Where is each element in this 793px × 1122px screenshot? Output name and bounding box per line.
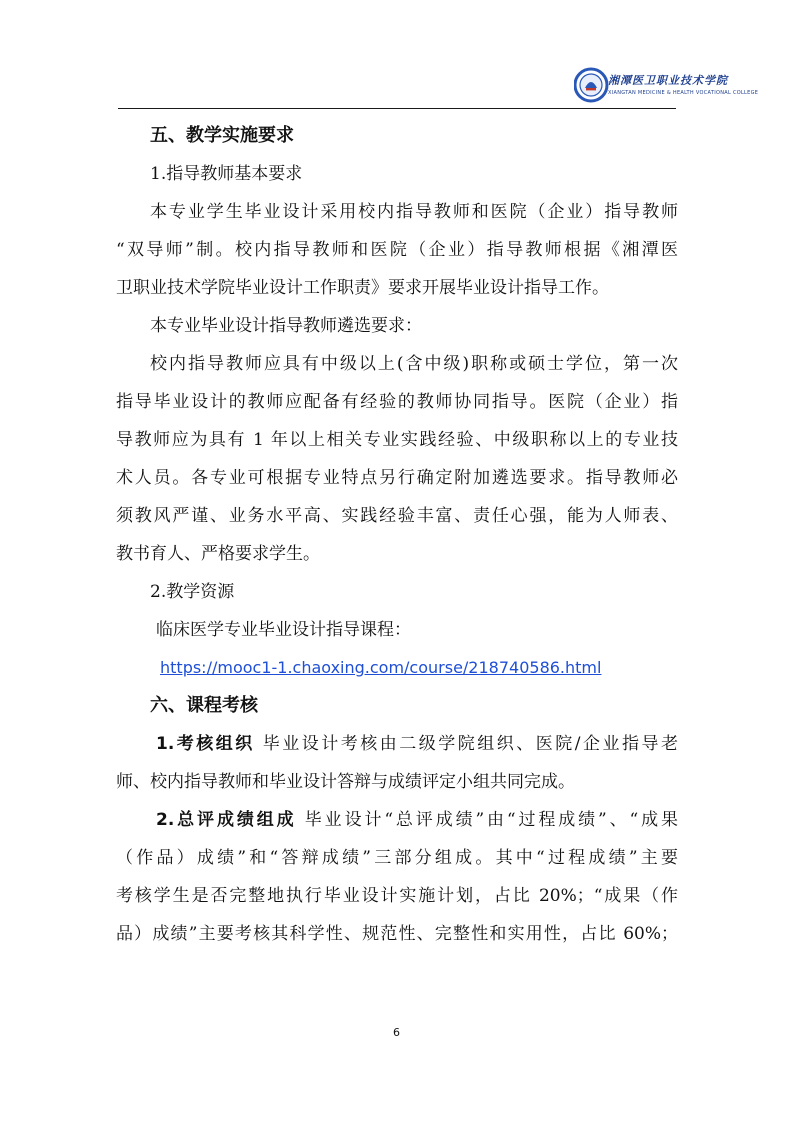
assessment-organization-label: 1.考核组织 bbox=[156, 734, 255, 754]
college-logo-wordmark bbox=[608, 72, 759, 96]
section-5-heading: 五、教学实施要求 bbox=[150, 125, 294, 146]
paragraph-line: 卫职业技术学院毕业设计工作职责》要求开展毕业设计指导工作。 bbox=[116, 278, 609, 298]
paragraph-line: 校内指导教师应具有中级以上(含中级)职称或硕士学位，第一次 bbox=[150, 354, 678, 374]
subsection-5-1-heading: 1.指导教师基本要求 bbox=[150, 164, 303, 184]
subsection-5-2-heading: 2.教学资源 bbox=[150, 582, 235, 602]
paragraph-line: 品）成绩”主要考核其科学性、规范性、完整性和实用性，占比 60%； bbox=[116, 924, 678, 944]
paragraph-line: 临床医学专业毕业设计指导课程： bbox=[156, 620, 411, 640]
course-link[interactable]: https://mooc1-1.chaoxing.com/course/218740586.html bbox=[160, 658, 602, 677]
paragraph-text: 毕业设计考核由二级学院组织、医院/企业指导老 bbox=[262, 734, 678, 754]
paragraph-line bbox=[116, 801, 678, 839]
paragraph-line: 术人员。各专业可根据专业特点另行确定附加遴选要求。指导教师必 bbox=[116, 468, 678, 488]
college-name-en: XIANGTAN MEDICINE & HEALTH VOCATIONAL COLLEGE bbox=[608, 90, 759, 96]
paragraph-line bbox=[116, 725, 678, 763]
paragraph-line: 师、校内指导教师和毕业设计答辩与成绩评定小组共同完成。 bbox=[116, 772, 575, 792]
paragraph-line: 考核学生是否完整地执行毕业设计实施计划，占比 20%；“成果（作 bbox=[116, 886, 678, 906]
document-body bbox=[116, 117, 678, 953]
total-score-label: 2.总评成绩组成 bbox=[156, 810, 297, 830]
college-name-cn: 湘潭医卫职业技术学院 bbox=[608, 74, 728, 87]
paragraph-line: 本专业毕业设计指导教师遴选要求： bbox=[150, 316, 422, 336]
section-6-heading: 六、课程考核 bbox=[150, 695, 258, 716]
paragraph-line: 须教风严谨、业务水平高、实践经验丰富、责任心强，能为人师表、 bbox=[116, 506, 678, 526]
paragraph-line: 教书育人、严格要求学生。 bbox=[116, 544, 320, 564]
page-number: 6 bbox=[393, 1026, 400, 1039]
header-divider bbox=[118, 108, 676, 109]
paragraph-line: 本专业学生毕业设计采用校内指导教师和医院（企业）指导教师 bbox=[150, 202, 678, 222]
paragraph-line: 指导毕业设计的教师应配备有经验的教师协同指导。医院（企业）指 bbox=[116, 392, 678, 412]
paragraph-text: 毕业设计“总评成绩”由“过程成绩”、“成果 bbox=[304, 810, 678, 830]
paragraph-line: （作品）成绩”和“答辩成绩”三部分组成。其中“过程成绩”主要 bbox=[116, 848, 678, 868]
paragraph-line: 导教师应为具有 1 年以上相关专业实践经验、中级职称以上的专业技 bbox=[116, 430, 678, 450]
paragraph-line: “双导师”制。校内指导教师和医院（企业）指导教师根据《湘潭医 bbox=[116, 240, 678, 260]
